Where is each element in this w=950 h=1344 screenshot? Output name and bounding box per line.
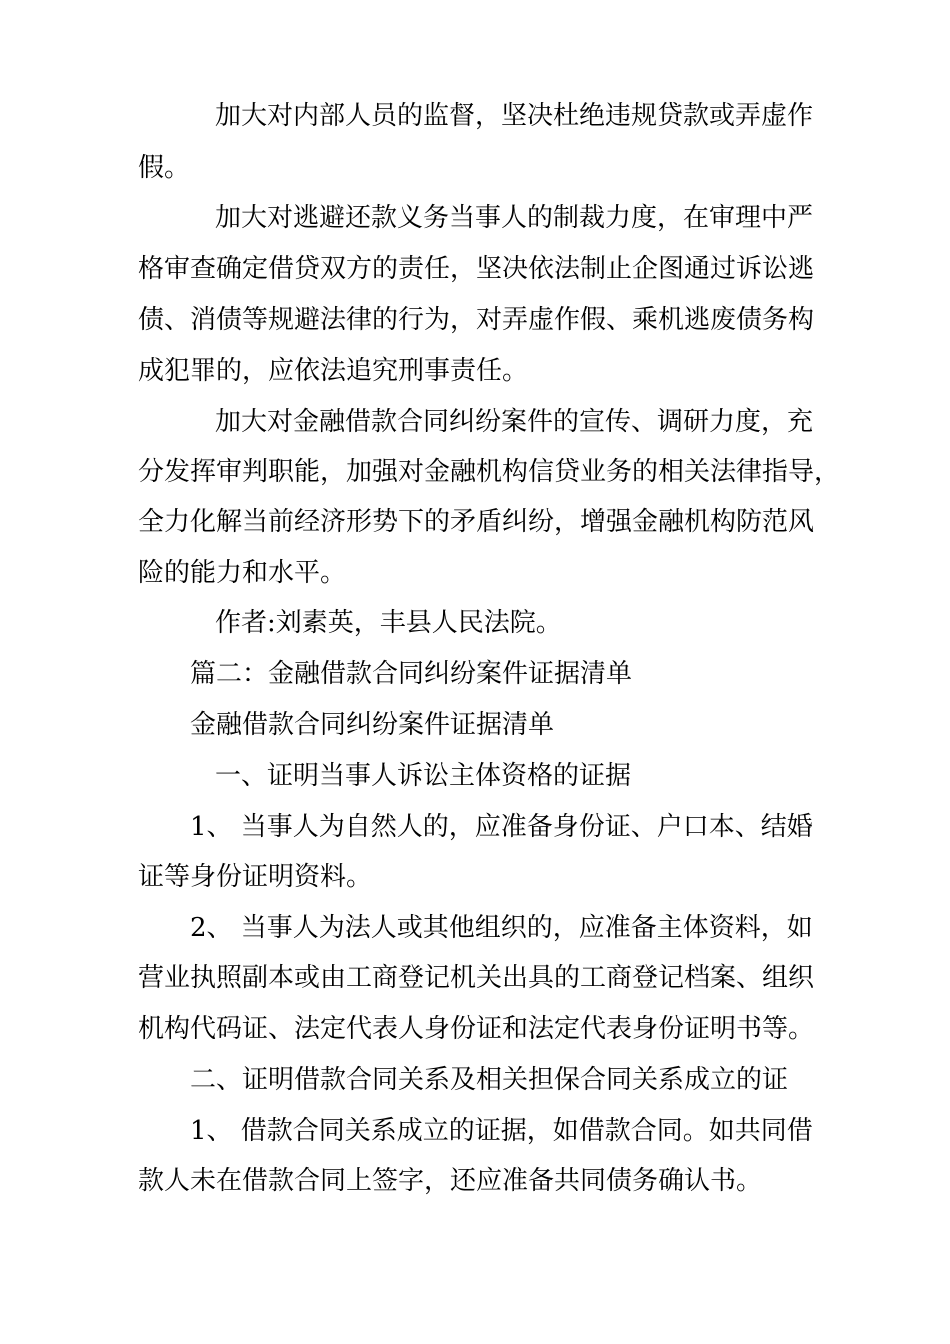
paragraph-3-line-4: 险的能力和水平。 xyxy=(138,558,347,588)
item-1-line-1: 1、 当事人为自然人的，应准备身份证、户口本、结婚 xyxy=(190,812,813,842)
item-1-line-2: 证等身份证明资料。 xyxy=(138,862,373,892)
paragraph-1-line-1: 加大对内部人员的监督，坚决杜绝违规贷款或弄虚作 xyxy=(215,101,814,131)
section-heading: 篇二：金融借款合同纠纷案件证据清单 xyxy=(190,659,633,689)
paragraph-1-line-2: 假。 xyxy=(138,153,191,183)
item-3-line-1: 1、 借款合同关系成立的证据，如借款合同。如共同借 xyxy=(190,1116,813,1146)
paragraph-3-line-2: 分发挥审判职能，加强对金融机构信贷业务的相关法律指导， xyxy=(138,457,841,487)
paragraph-2-line-1: 加大对逃避还款义务当事人的制裁力度，在审理中严 xyxy=(215,203,814,233)
heading-two: 二、证明借款合同关系及相关担保合同关系成立的证 xyxy=(190,1065,789,1095)
document-title: 金融借款合同纠纷案件证据清单 xyxy=(190,710,555,740)
author-line: 作者:刘素英，丰县人民法院。 xyxy=(215,608,562,638)
item-3-line-2: 款人未在借款合同上签字，还应准备共同债务确认书。 xyxy=(138,1166,763,1196)
paragraph-3-line-1: 加大对金融借款合同纠纷案件的宣传、调研力度，充 xyxy=(215,407,814,437)
paragraph-2-line-2: 格审查确定借贷双方的责任，坚决依法制止企图通过诉讼逃 xyxy=(138,254,815,284)
paragraph-3-line-3: 全力化解当前经济形势下的矛盾纠纷，增强金融机构防范风 xyxy=(138,507,815,537)
heading-one: 一、证明当事人诉讼主体资格的证据 xyxy=(215,761,632,791)
paragraph-2-line-4: 成犯罪的，应依法追究刑事责任。 xyxy=(138,356,529,386)
paragraph-2-line-3: 债、消债等规避法律的行为，对弄虚作假、乘机逃废债务构 xyxy=(138,305,815,335)
item-2-line-3: 机构代码证、法定代表人身份证和法定代表身份证明书等。 xyxy=(138,1014,815,1044)
item-2-line-2: 营业执照副本或由工商登记机关出具的工商登记档案、组织 xyxy=(138,963,815,993)
item-2-line-1: 2、 当事人为法人或其他组织的，应准备主体资料，如 xyxy=(190,913,813,943)
